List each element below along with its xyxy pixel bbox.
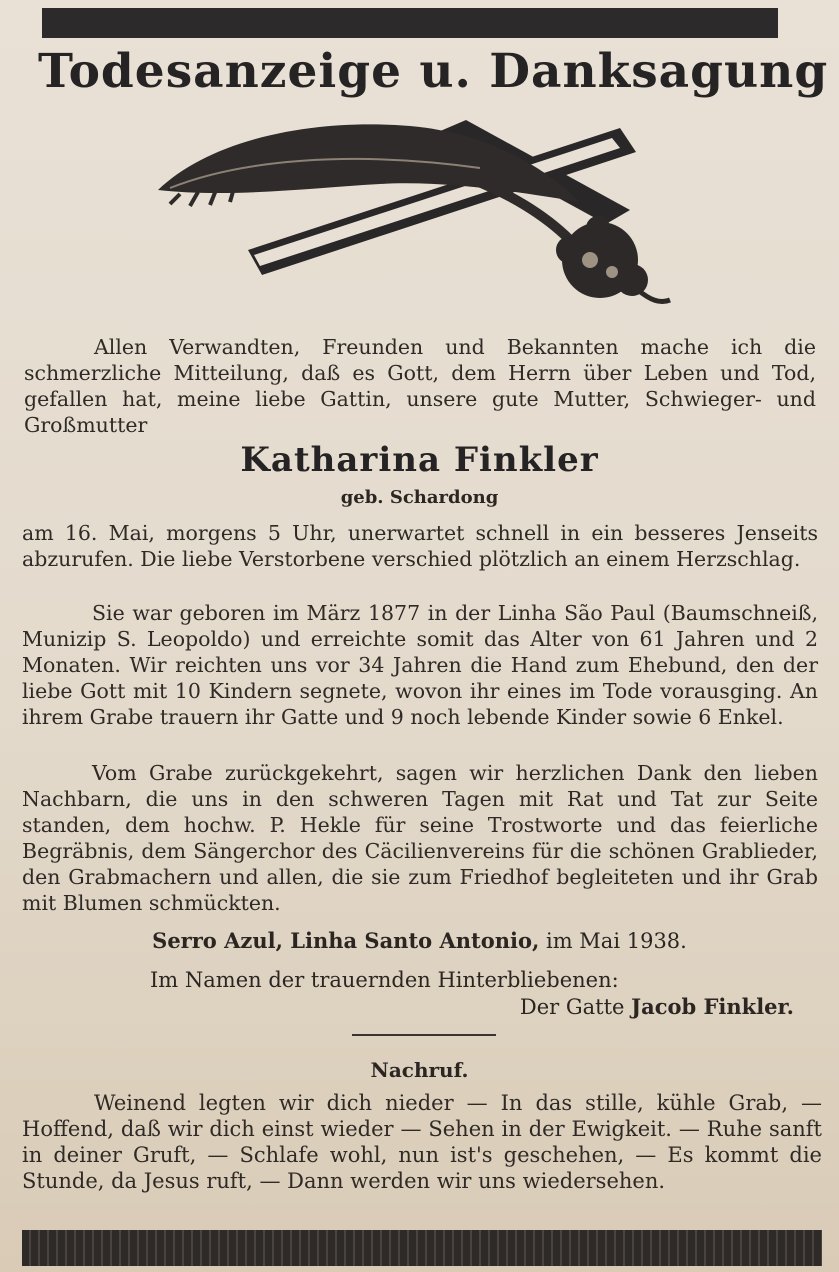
page-title: Todesanzeige u. Danksagung [38,44,829,99]
top-black-rule [42,8,778,38]
intro-paragraph: Allen Verwandten, Freunden und Bekannten mache ich die schmerzliche Mitteilung, daß es Gott, dem Herrn über Leben und Tod, gefallen hat, meine liebe Gattin, unsere gute Mutter, Schwieger- und Großmutter [24,335,816,437]
spouse-prefix: Der Gatte [519,995,625,1019]
wreath-icon [556,216,670,302]
thanks-paragraph: Vom Grabe zurückgekehrt, sagen wir herzlichen Dank den lieben Nachbarn, die uns in den schweren Tagen mit Rat und Tat zur Seite standen, dem hochw. P. Hekle für seine Trostworte und das feierliche Begräbnis, dem Sängerchor des Cäcilienvereins für die schönen Grablieder, den Grabmachern und allen, die sie zum Friedhof begleiteten und ihr Grab mit Blumen schmückten. [22,761,818,915]
spouse-name: Jacob Finkler. [631,994,794,1019]
date: im Mai 1938. [546,929,687,953]
place: Serro Azul, Linha Santo Antonio, [152,928,540,953]
place-date-line [0,928,839,953]
deceased-name: Katharina Finkler [240,440,599,480]
biography-paragraph: Sie war geboren im März 1877 in der Linha São Paul (Baumschneiß, Munizip S. Leopoldo) und erreichte somit das Alter von 61 Jahren und 2 Monaten. Wir reichten uns vor 34 Jahren die Hand zum Ehebund, den der liebe Gott mit 10 Kindern segnete, wovon ihr eines im Tode vorausging. An ihrem Grabe trauern ihr Gatte und 9 noch lebende Kinder sowie 6 Enkel. [22,601,818,729]
obituary-poem: Weinend legten wir dich nieder — In das stille, kühle Grab, — Hoffend, daß wir dich einst wieder — Sehen in der Ewigkeit. — Ruhe sanft in deiner Gruft, — Schlafe wohl, nun ist's geschehen, — Es kommt die Stunde, da Jesus ruft, — Dann werden wir uns wiedersehen. [22,1091,822,1193]
on-behalf-line: Im Namen der trauernden Hinterbliebenen: [150,968,619,992]
section-divider [352,1034,496,1036]
palm-frond-cross-wreath-icon [150,110,690,325]
spouse-signature [0,994,794,1019]
bottom-black-rule [22,1230,822,1266]
obituary-title: Nachruf. [370,1058,469,1082]
death-paragraph: am 16. Mai, morgens 5 Uhr, unerwartet schnell in ein besseres Jenseits abzurufen. Die liebe Verstorbene verschied plötzlich an einem Herzschlag. [22,521,818,571]
birth-name: geb. Schardong [340,487,499,508]
